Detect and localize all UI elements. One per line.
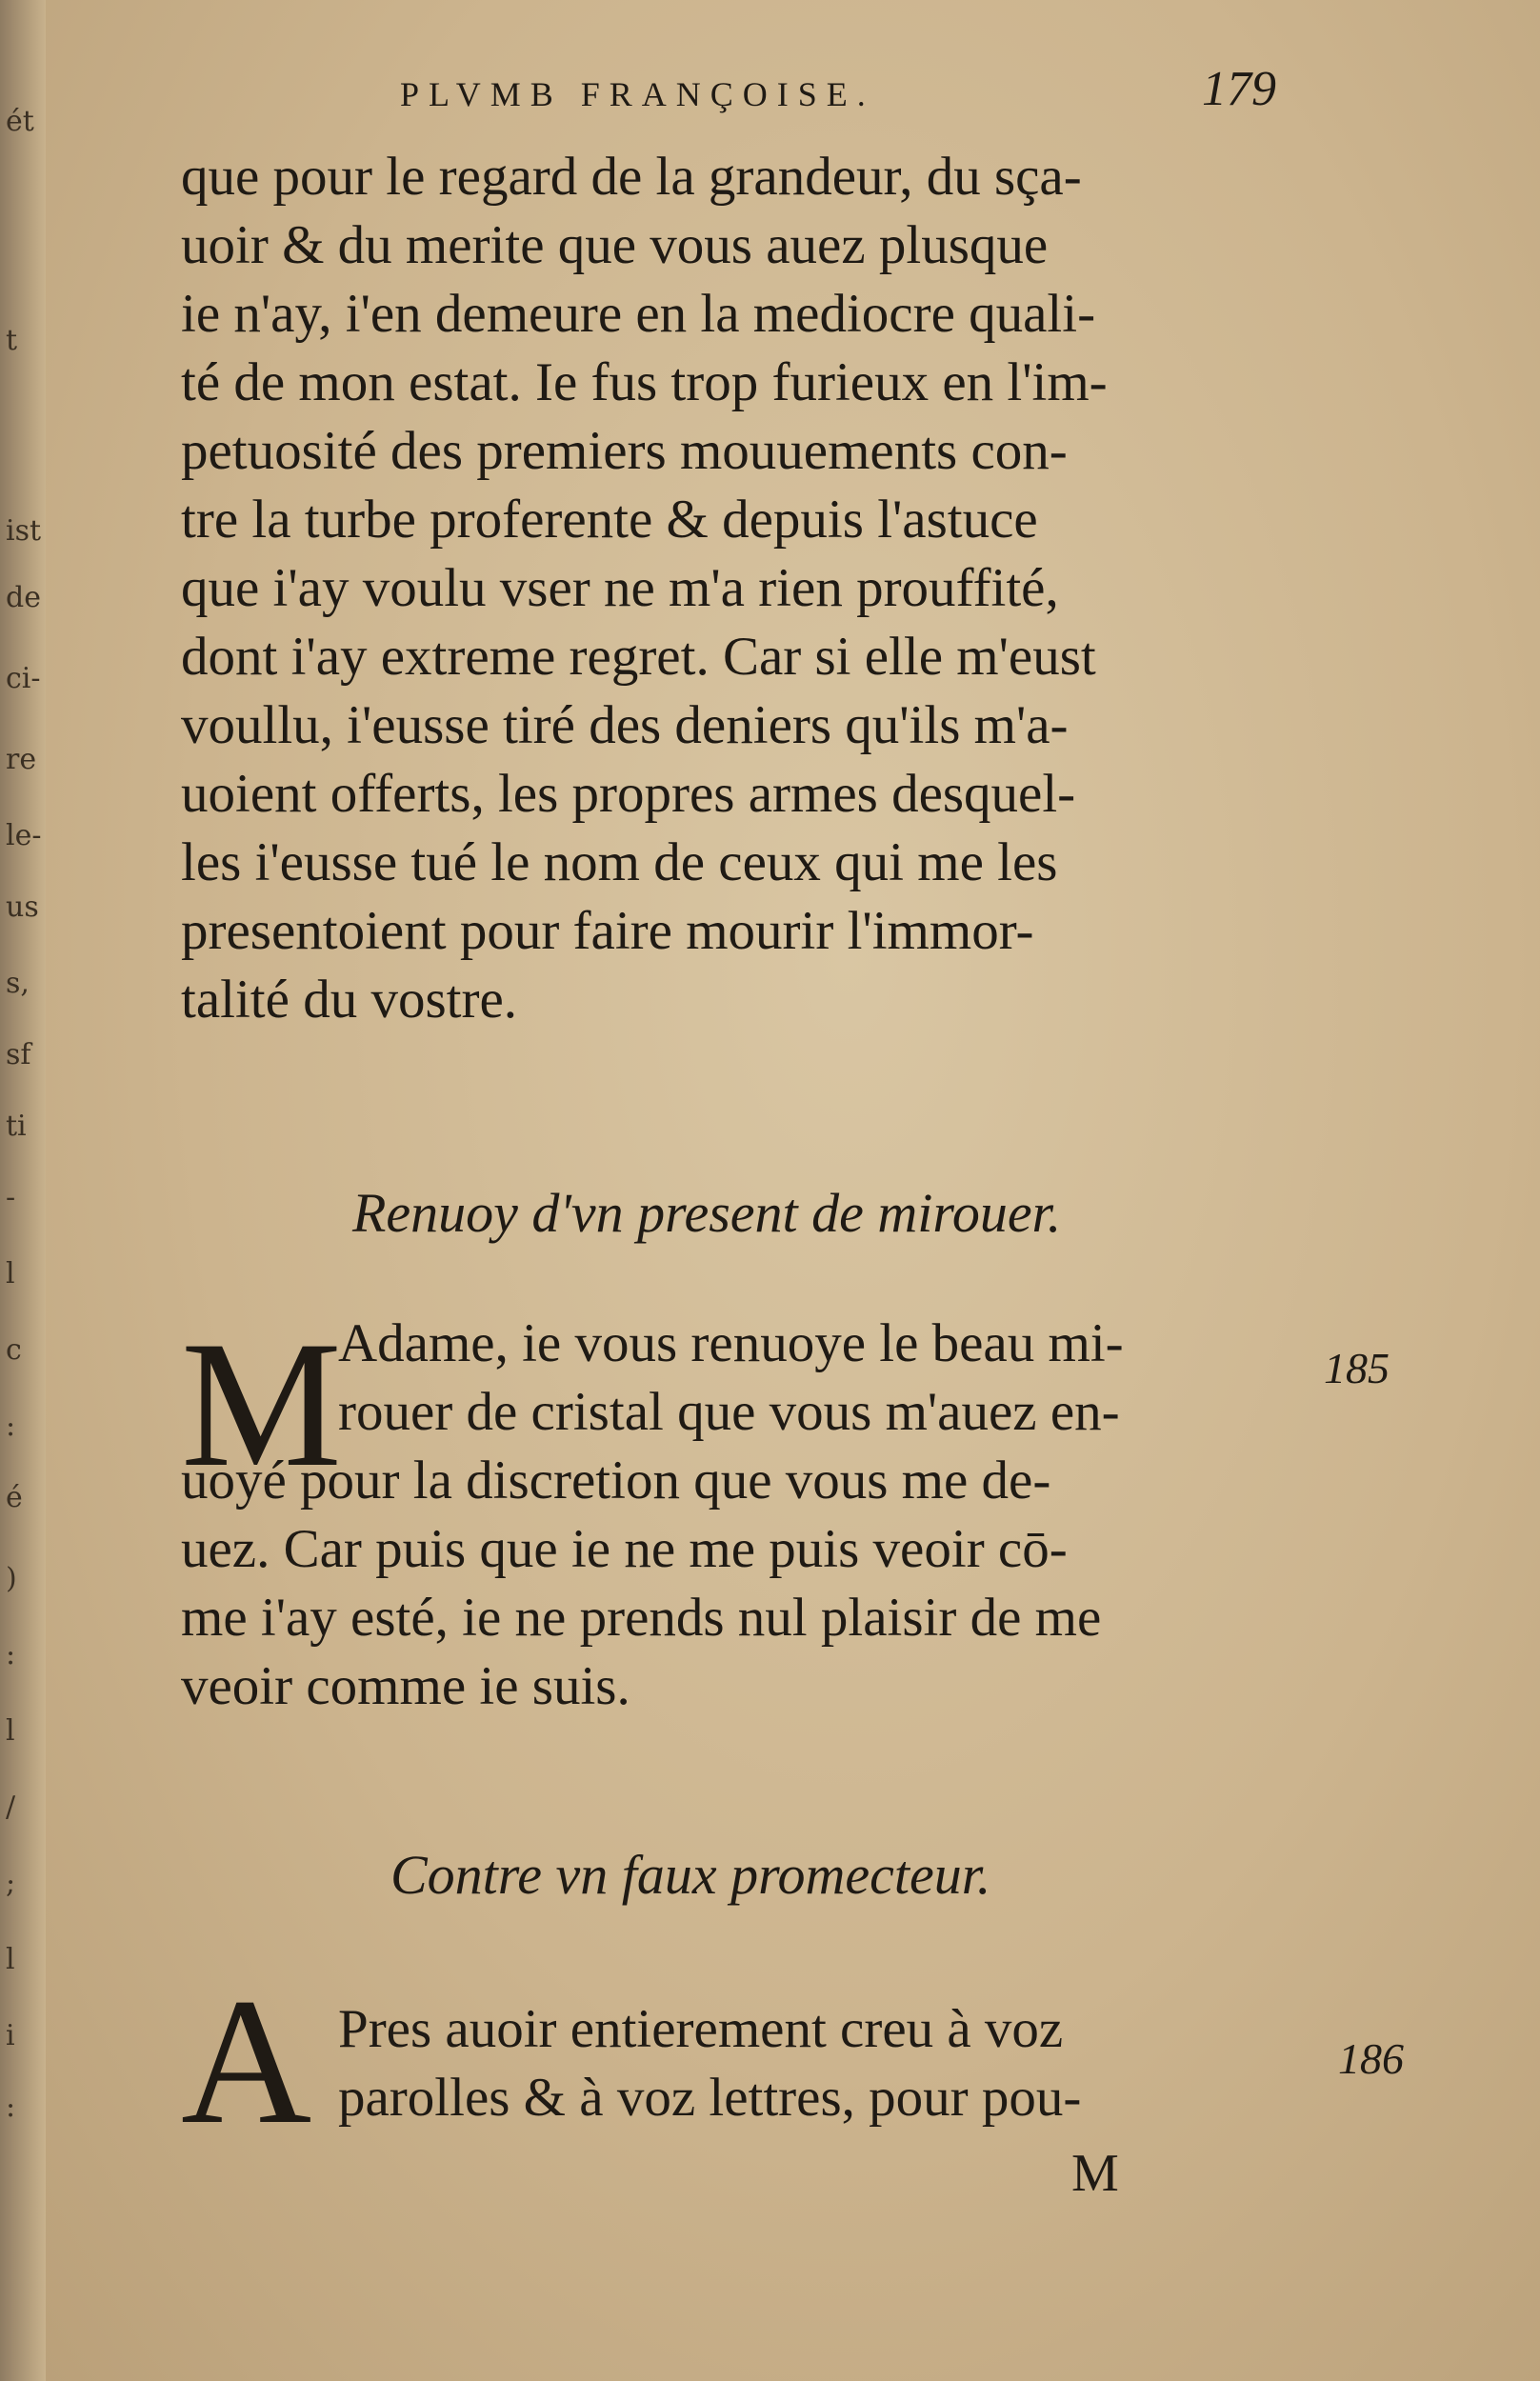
page-number: 179 — [1202, 62, 1276, 116]
section-heading: Renuoy d'vn present de mirouer. — [352, 1182, 1062, 1244]
text-line: petuosité des premiers mouuements con- — [181, 421, 1068, 481]
gutter-mark: t — [6, 324, 18, 357]
gutter-mark: ist — [6, 514, 42, 548]
signature-mark: M — [1071, 2144, 1119, 2203]
gutter-mark: i — [6, 2019, 15, 2052]
gutter-mark: c — [6, 1333, 22, 1367]
gutter-mark: l — [6, 1714, 15, 1748]
text-line: talité du vostre. — [181, 970, 517, 1030]
gutter-mark: é — [6, 1481, 23, 1514]
text-line: uoient offerts, les propres armes desquel- — [181, 764, 1076, 824]
text-line: tre la turbe proferente & depuis l'astuce — [181, 490, 1038, 550]
text-line: me i'ay esté, ie ne prends nul plaisir de me — [181, 1588, 1102, 1648]
running-title: PLVMB FRANÇOISE. — [400, 75, 875, 113]
gutter-mark: de — [6, 581, 41, 614]
gutter-mark: ti — [6, 1110, 27, 1143]
text-line: rouer de cristal que vous m'auez en- — [338, 1382, 1120, 1442]
margin-number: 185 — [1324, 1344, 1390, 1392]
text-line: uoyé pour la discretion que vous me de- — [181, 1451, 1051, 1511]
gutter-mark: l — [6, 1257, 15, 1291]
text-line: ie n'ay, i'en demeure en la mediocre quali- — [181, 284, 1096, 344]
gutter-mark: us — [6, 890, 39, 924]
text-line: veoir comme ie suis. — [181, 1656, 630, 1716]
gutter-mark: le- — [6, 819, 42, 852]
text-line: parolles & à voz lettres, pour pou- — [338, 2068, 1082, 2128]
gutter-mark: : — [6, 2091, 16, 2124]
drop-cap: A — [181, 1962, 312, 2162]
gutter-mark: ci- — [6, 662, 41, 695]
text-line: uez. Car puis que ie ne me puis veoir cō- — [181, 1519, 1068, 1579]
section-heading: Contre vn faux promecteur. — [390, 1844, 991, 1906]
text-line: Pres auoir entierement creu à voz — [338, 1999, 1064, 2059]
gutter-mark: - — [6, 1181, 16, 1214]
text-line: presentoient pour faire mourir l'immor- — [181, 901, 1034, 961]
gutter-mark: ; — [6, 1867, 16, 1900]
margin-number: 186 — [1338, 2034, 1404, 2083]
gutter-mark: ) — [6, 1562, 17, 1595]
gutter-mark: re — [6, 743, 37, 776]
text-line: les i'eusse tué le nom de ceux qui me les — [181, 832, 1058, 892]
gutter-mark: : — [6, 1638, 16, 1671]
text-line: dont i'ay extreme regret. Car si elle m'eust — [181, 627, 1096, 687]
gutter-mark: / — [6, 1791, 16, 1824]
text-line: té de mon estat. Ie fus trop furieux en l'im- — [181, 352, 1108, 412]
text-line: que pour le regard de la grandeur, du sça- — [181, 147, 1082, 207]
facing-page-gutter — [0, 0, 46, 2381]
gutter-mark: s, — [6, 967, 30, 1000]
gutter-mark: l — [6, 1943, 15, 1976]
drop-cap: M — [181, 1305, 342, 1505]
gutter-mark: : — [6, 1410, 16, 1443]
gutter-mark: sf — [6, 1038, 31, 1071]
text-line: uoir & du merite que vous auez plusque — [181, 215, 1049, 275]
gutter-mark: ét — [6, 105, 34, 138]
text-line: voullu, i'eusse tiré des deniers qu'ils m'a- — [181, 695, 1069, 755]
text-line: Adame, ie vous renuoye le beau mi- — [338, 1313, 1124, 1373]
text-line: que i'ay voulu vser ne m'a rien prouffité, — [181, 558, 1059, 618]
